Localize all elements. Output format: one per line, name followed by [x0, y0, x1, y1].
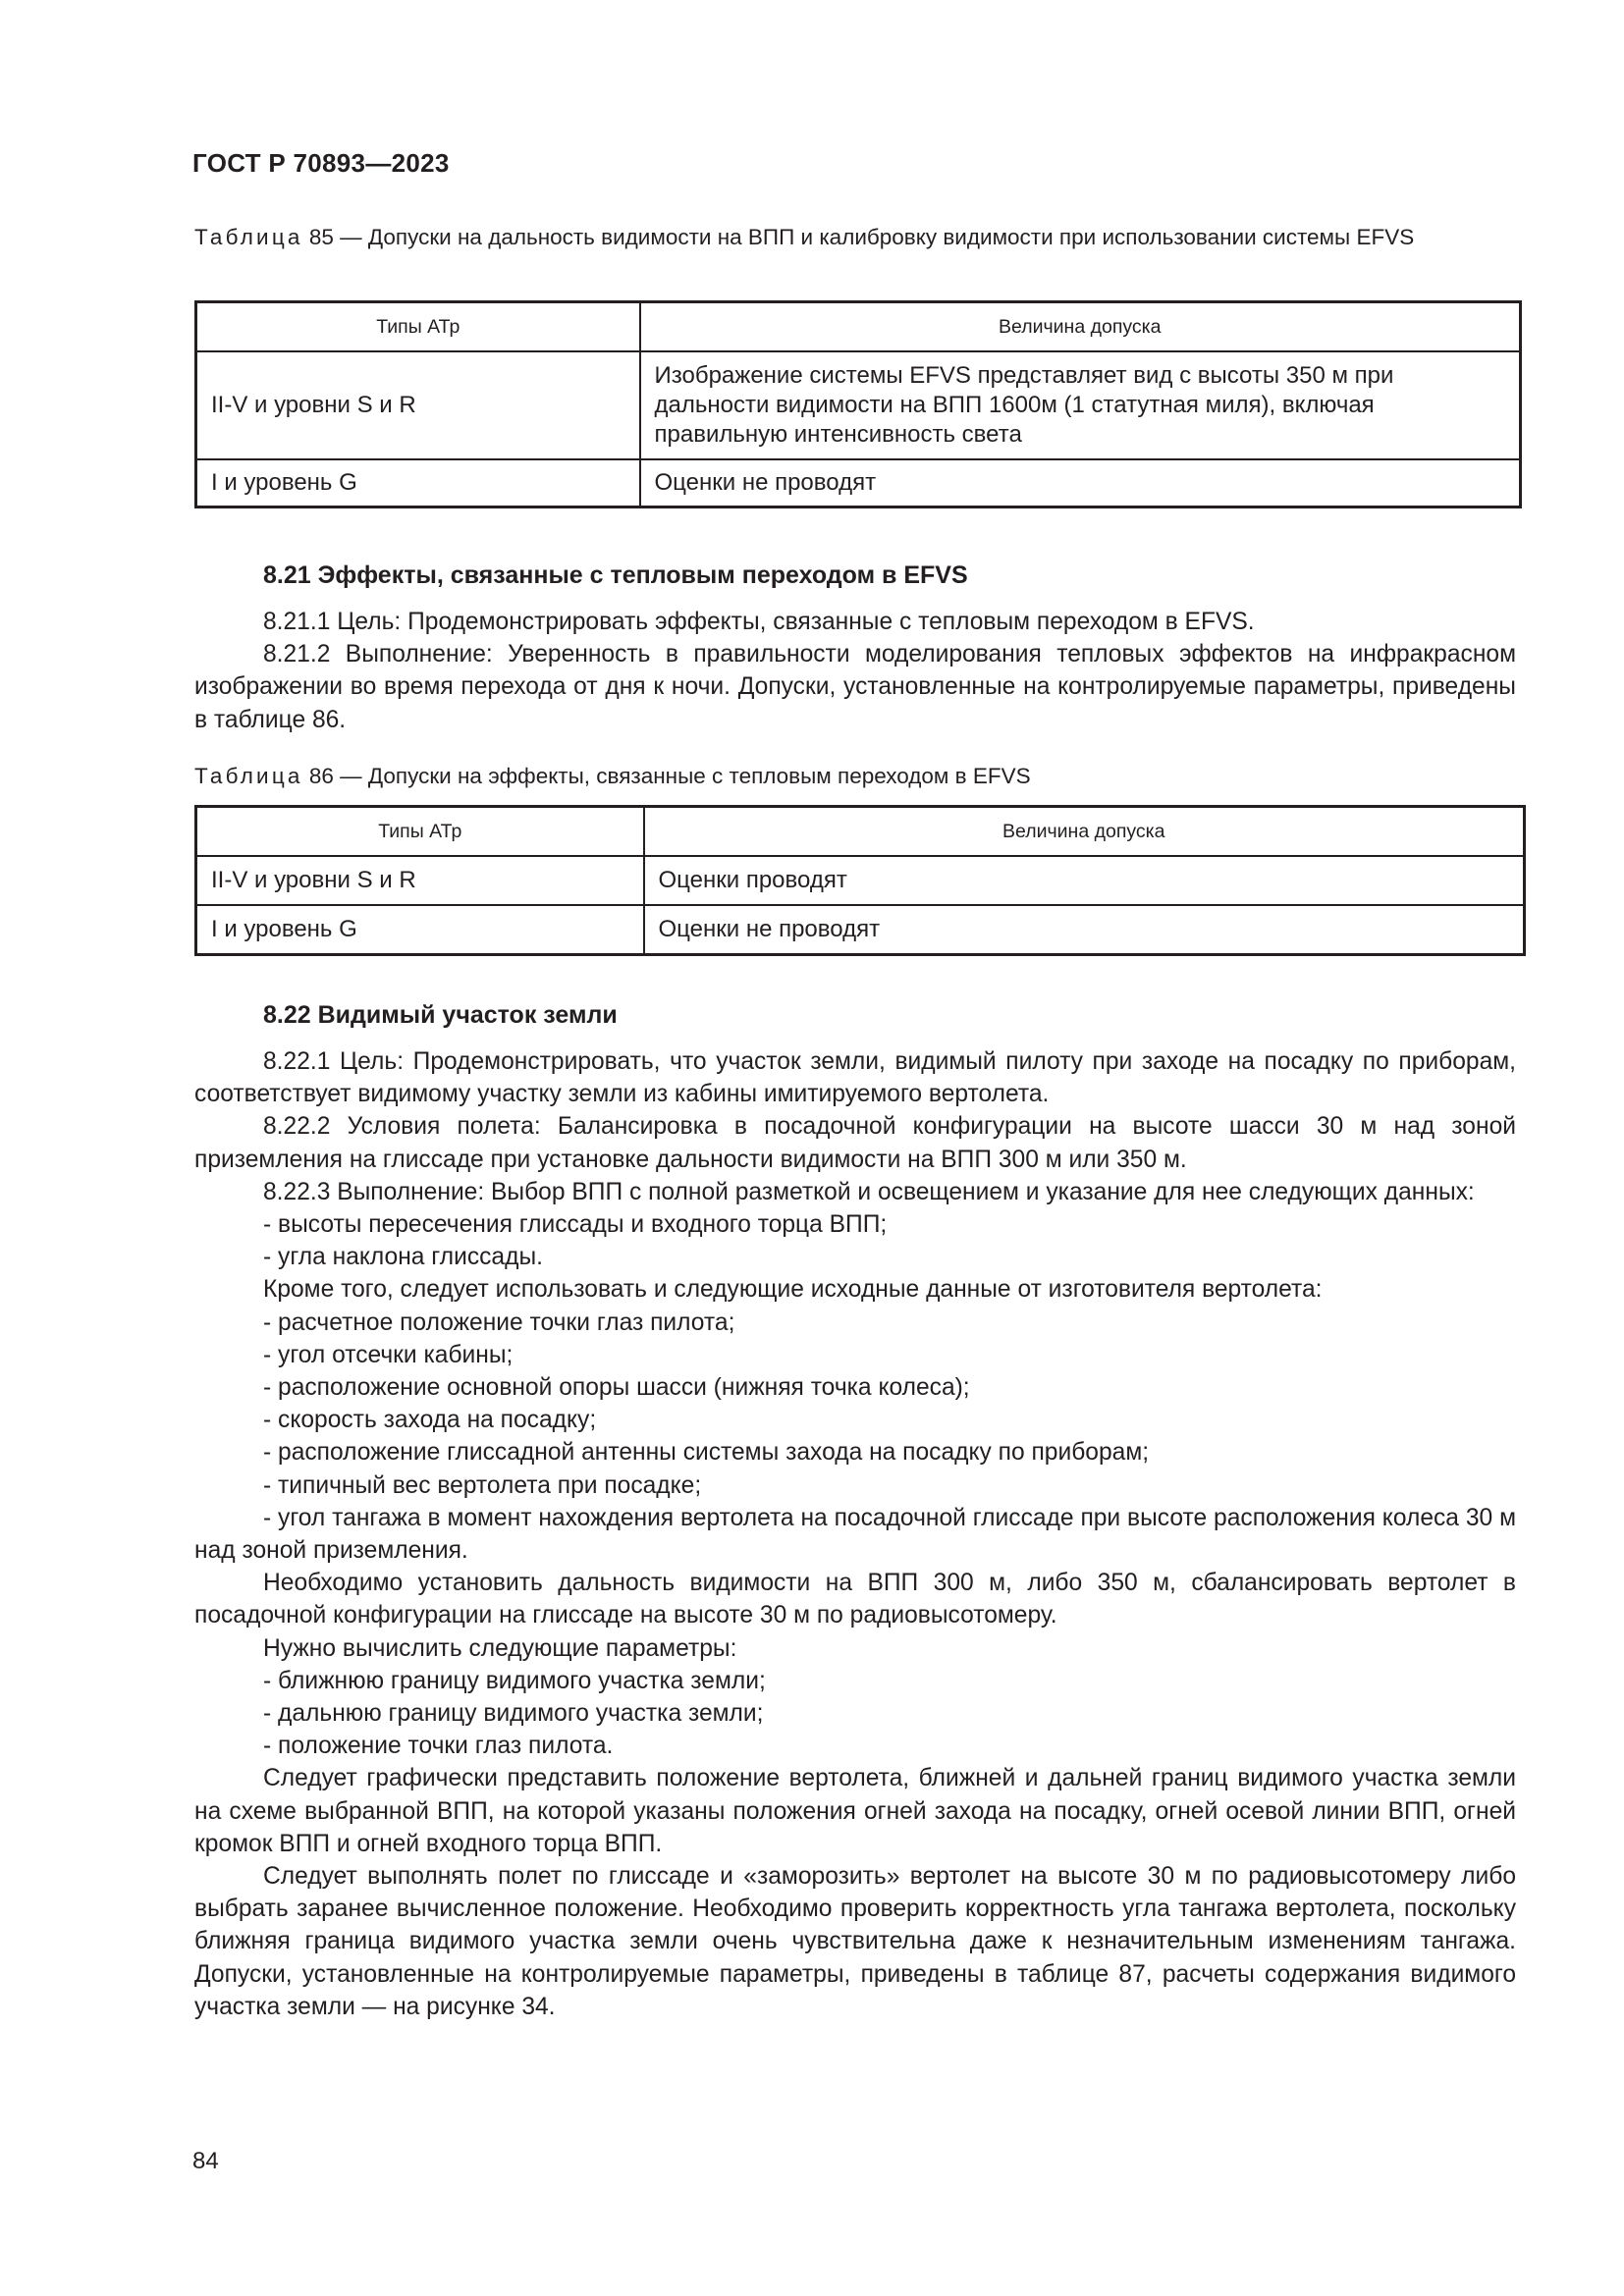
- table-85-caption-text: 85 — Допуски на дальность видимости на ВПП и калибровку видимости при использовании системы EFVS: [302, 225, 1415, 249]
- paragraph: 8.21.1 Цель: Продемонстрировать эффекты, связанные с тепловым переходом в EFVS.: [263, 609, 1255, 635]
- table-cell: II-V и уровни S и R: [196, 351, 640, 459]
- table-85: [194, 300, 1522, 508]
- paragraph: Следует выполнять полет по глиссаде и «заморозить» вертолет на высоте 30 м по радиовысотомеру либо выбрать заранее вычисленное положение. Необходимо проверить корректность угла тангажа вертолета, поскольку ближняя граница видимого участка земли очень чувствительна даже к незначительным изменениям тангажа. Допуски, установленные на контролируемые параметры, приведены в таблице 87, расчеты содержания видимого участка земли — на рисунке 34.: [194, 1863, 1516, 2020]
- paragraph: Следует графически представить положение вертолета, ближней и дальней границ видимого участка земли на схеме выбранной ВПП, на которой указаны положения огней захода на посадку, огней осевой линии ВПП, огней кромок ВПП и огней входного торца ВПП.: [194, 1765, 1516, 1857]
- paragraph: 8.22.1 Цель: Продемонстрировать, что участок земли, видимый пилоту при заходе на посадку по приборам, соответствует видимому участку земли из кабины имитируемого вертолета.: [194, 1048, 1516, 1108]
- paragraph: 8.22.2 Условия полета: Балансировка в посадочной конфигурации на высоте шасси 30 м над зоной приземления на глиссаде при установке дальности видимости на ВПП 300 м или 350 м.: [194, 1113, 1516, 1173]
- table-cell: I и уровень G: [196, 459, 640, 507]
- page-number: 84: [192, 2148, 219, 2174]
- table-86-caption-prefix: Таблица: [194, 764, 303, 788]
- column-header-atr-types: Типы АТр: [196, 302, 640, 352]
- table-85-caption-prefix: Таблица: [194, 225, 303, 249]
- paragraph: 8.22.3 Выполнение: Выбор ВПП с полной разметкой и освещением и указание для нее следующих данных:: [263, 1178, 1475, 1205]
- column-header-atr-types: Типы АТр: [196, 807, 644, 857]
- table-cell: I и уровень G: [196, 905, 644, 954]
- list-item: - расположение основной опоры шасси (нижняя точка колеса);: [263, 1374, 970, 1402]
- paragraph: Кроме того, следует использовать и следующие исходные данные от изготовителя вертолета:: [263, 1276, 1323, 1304]
- list-item: - положение точки глаз пилота.: [263, 1733, 614, 1760]
- list-item: - типичный вес вертолета при посадке;: [263, 1471, 702, 1499]
- list-item: - высоты пересечения глиссады и входного торца ВПП;: [263, 1211, 888, 1239]
- list-item: - расчетное положение точки глаз пилота;: [263, 1308, 735, 1336]
- paragraph: 8.21.2 Выполнение: Уверенность в правильности моделирования тепловых эффектов на инфракрасном изображении во время перехода от дня к ночи. Допуски, установленные на контролируемые параметры, приведены в таблице 86.: [194, 641, 1516, 733]
- paragraph: Необходимо установить дальность видимости на ВПП 300 м, либо 350 м, сбалансировать вертолет в посадочной конфигурации на глиссаде на высоте 30 м по радиовысотомеру.: [194, 1570, 1516, 1629]
- section-8-22-title: 8.22 Видимый участок земли: [263, 1001, 618, 1029]
- table-row: [196, 856, 1525, 905]
- table-header-row: [196, 302, 1521, 352]
- table-row: [196, 905, 1525, 954]
- list-item: - угол отсечки кабины;: [263, 1341, 514, 1368]
- table-86-caption: [194, 763, 1520, 790]
- table-row: [196, 351, 1521, 459]
- table-row: [196, 459, 1521, 507]
- table-cell: Оценки не проводят: [640, 459, 1521, 507]
- document-header: ГОСТ Р 70893—2023: [192, 148, 450, 178]
- list-item: - угол тангажа в момент нахождения вертолета на посадочной глиссаде при высоте расположения колеса 30 м над зоной приземления.: [194, 1504, 1516, 1565]
- paragraph: Нужно вычислить следующие параметры:: [263, 1634, 737, 1662]
- table-86: [194, 805, 1526, 956]
- section-8-22-body: [194, 1045, 1516, 2023]
- table-header-row: [196, 807, 1525, 857]
- table-cell: Изображение системы EFVS представляет вид с высоты 350 м при дальности видимости на ВПП 1600м (1 статутная миля), включая правильную интенсивность света: [640, 351, 1521, 459]
- column-header-tolerance: Величина допуска: [644, 807, 1525, 857]
- list-item: - угла наклона глиссады.: [263, 1244, 543, 1271]
- section-8-21-body: [194, 606, 1516, 736]
- list-item: - скорость захода на посадку;: [263, 1407, 597, 1434]
- column-header-tolerance: Величина допуска: [640, 302, 1521, 352]
- section-8-21-title: 8.21 Эффекты, связанные с тепловым переходом в EFVS: [263, 561, 968, 589]
- list-item: - ближнюю границу видимого участка земли;: [263, 1667, 766, 1694]
- table-86-caption-text: 86 — Допуски на эффекты, связанные с тепловым переходом в EFVS: [302, 764, 1031, 788]
- list-item: - дальнюю границу видимого участка земли;: [263, 1700, 764, 1728]
- list-item: - расположение глиссадной антенны системы захода на посадку по приборам;: [263, 1439, 1150, 1467]
- table-cell: Оценки не проводят: [644, 905, 1525, 954]
- table-cell: II-V и уровни S и R: [196, 856, 644, 905]
- table-cell: Оценки проводят: [644, 856, 1525, 905]
- table-85-caption: [194, 224, 1520, 251]
